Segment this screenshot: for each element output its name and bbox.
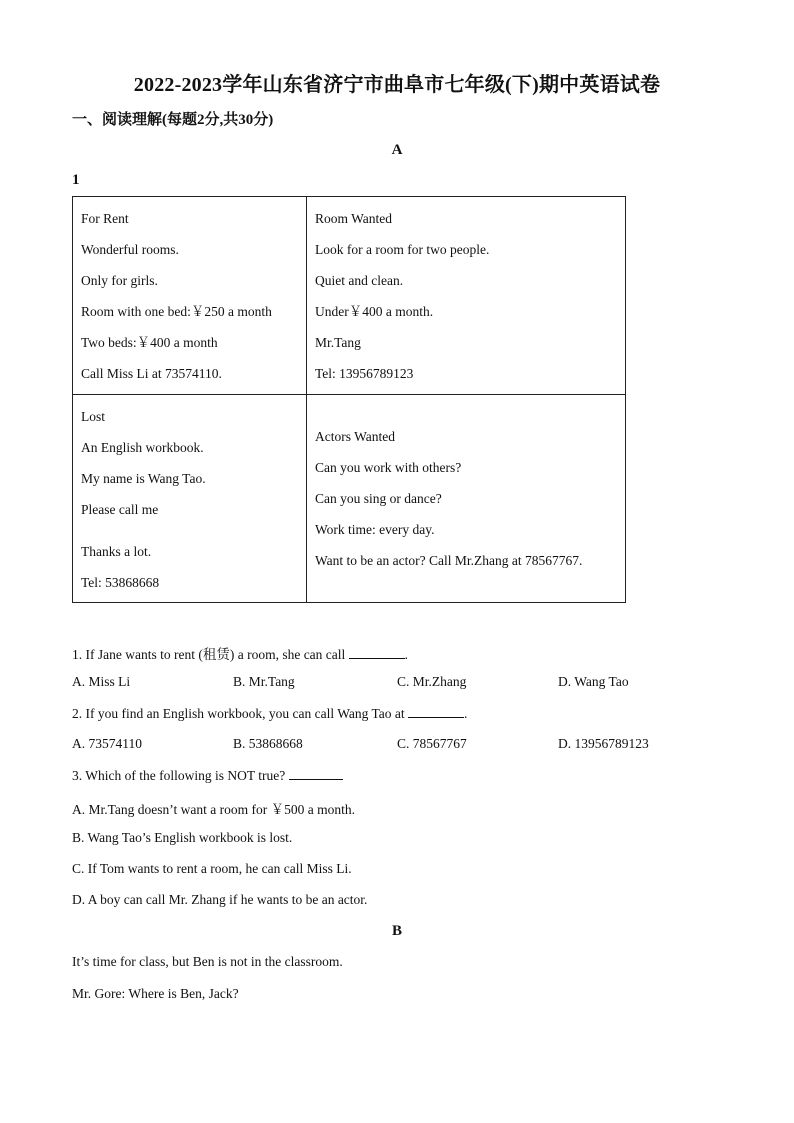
- answer-blank[interactable]: [289, 767, 343, 780]
- option-b: B. Wang Tao’s English workbook is lost.: [72, 830, 293, 845]
- option-a: A. Miss Li: [72, 674, 131, 689]
- ad-actors-wanted: [307, 395, 626, 603]
- passage-a-label: A: [391, 142, 403, 158]
- ad-line: An English workbook.: [81, 440, 204, 455]
- option-d: D. Wang Tao: [558, 674, 629, 689]
- answer-blank[interactable]: [349, 646, 405, 659]
- ad-line: For Rent: [81, 211, 129, 226]
- question-3: [72, 767, 343, 784]
- ad-line: Only for girls.: [81, 273, 158, 288]
- ad-line: Under￥400 a month.: [315, 304, 434, 319]
- section-heading: 一、阅读理解(每题2分,共30分): [72, 112, 274, 128]
- ad-line: Work time: every day.: [315, 522, 435, 537]
- ad-line: Mr.Tang: [315, 335, 361, 350]
- question-stem: 1. If Jane wants to rent (租赁) a room, she can call: [72, 647, 346, 662]
- ad-line: Wonderful rooms.: [81, 242, 179, 257]
- question-2: 2. If you find an English workbook, you can call Wang Tao at .: [72, 706, 468, 721]
- ad-line: Call Miss Li at 73574110.: [81, 366, 222, 381]
- ad-line: Room Wanted: [315, 211, 393, 226]
- option-b: B. Mr.Tang: [233, 674, 295, 689]
- ad-lost: [73, 395, 307, 603]
- passage-b-line: It’s time for class, but Ben is not in the classroom.: [72, 954, 343, 969]
- option-b: B. 53868668: [233, 736, 303, 751]
- option-a: A. Mr.Tang doesn’t want a room for ￥500 a month.: [72, 802, 356, 817]
- ad-line: Tel: 13956789123: [315, 366, 414, 381]
- option-d: D. A boy can call Mr. Zhang if he wants to be an actor.: [72, 892, 368, 907]
- option-a: A. 73574110: [72, 736, 142, 751]
- ad-line: Want to be an actor? Call Mr.Zhang at 78567767.: [315, 553, 583, 568]
- ad-room-wanted: [307, 197, 626, 395]
- ad-line: My name is Wang Tao.: [81, 471, 206, 486]
- question-group-number: 1: [72, 172, 80, 188]
- passage-b-line: Mr. Gore: Where is Ben, Jack?: [72, 986, 239, 1001]
- page-title: 2022-2023学年山东省济宁市曲阜市七年级(下)期中英语试卷: [133, 74, 661, 96]
- passage-b-label: B: [391, 923, 402, 939]
- answer-blank[interactable]: [408, 705, 464, 718]
- ad-line: Actors Wanted: [315, 429, 396, 444]
- ad-line: Tel: 53868668: [81, 575, 160, 590]
- option-d: D. 13956789123: [558, 736, 649, 751]
- ad-line: Can you sing or dance?: [315, 491, 442, 506]
- ad-line: Quiet and clean.: [315, 273, 404, 288]
- ad-line: Can you work with others?: [315, 460, 462, 475]
- question-stem: 3. Which of the following is NOT true?: [72, 768, 286, 783]
- ad-for-rent: [73, 197, 307, 395]
- ad-line: Lost: [81, 409, 106, 424]
- ad-line: Look for a room for two people.: [315, 242, 490, 257]
- option-c: C. Mr.Zhang: [397, 674, 467, 689]
- question-stem: 2. If you find an English workbook, you can call Wang Tao at: [72, 706, 405, 721]
- option-c: C. If Tom wants to rent a room, he can call Miss Li.: [72, 861, 352, 876]
- question-1: 1. If Jane wants to rent (租赁) a room, she can call .: [72, 647, 409, 662]
- ad-line: Thanks a lot.: [81, 544, 152, 559]
- ad-line: Room with one bed:￥250 a month: [81, 304, 272, 319]
- ads-table: [72, 196, 626, 603]
- ad-line: Please call me: [81, 502, 159, 517]
- ad-line: Two beds:￥400 a month: [81, 335, 218, 350]
- option-c: C. 78567767: [397, 736, 467, 751]
